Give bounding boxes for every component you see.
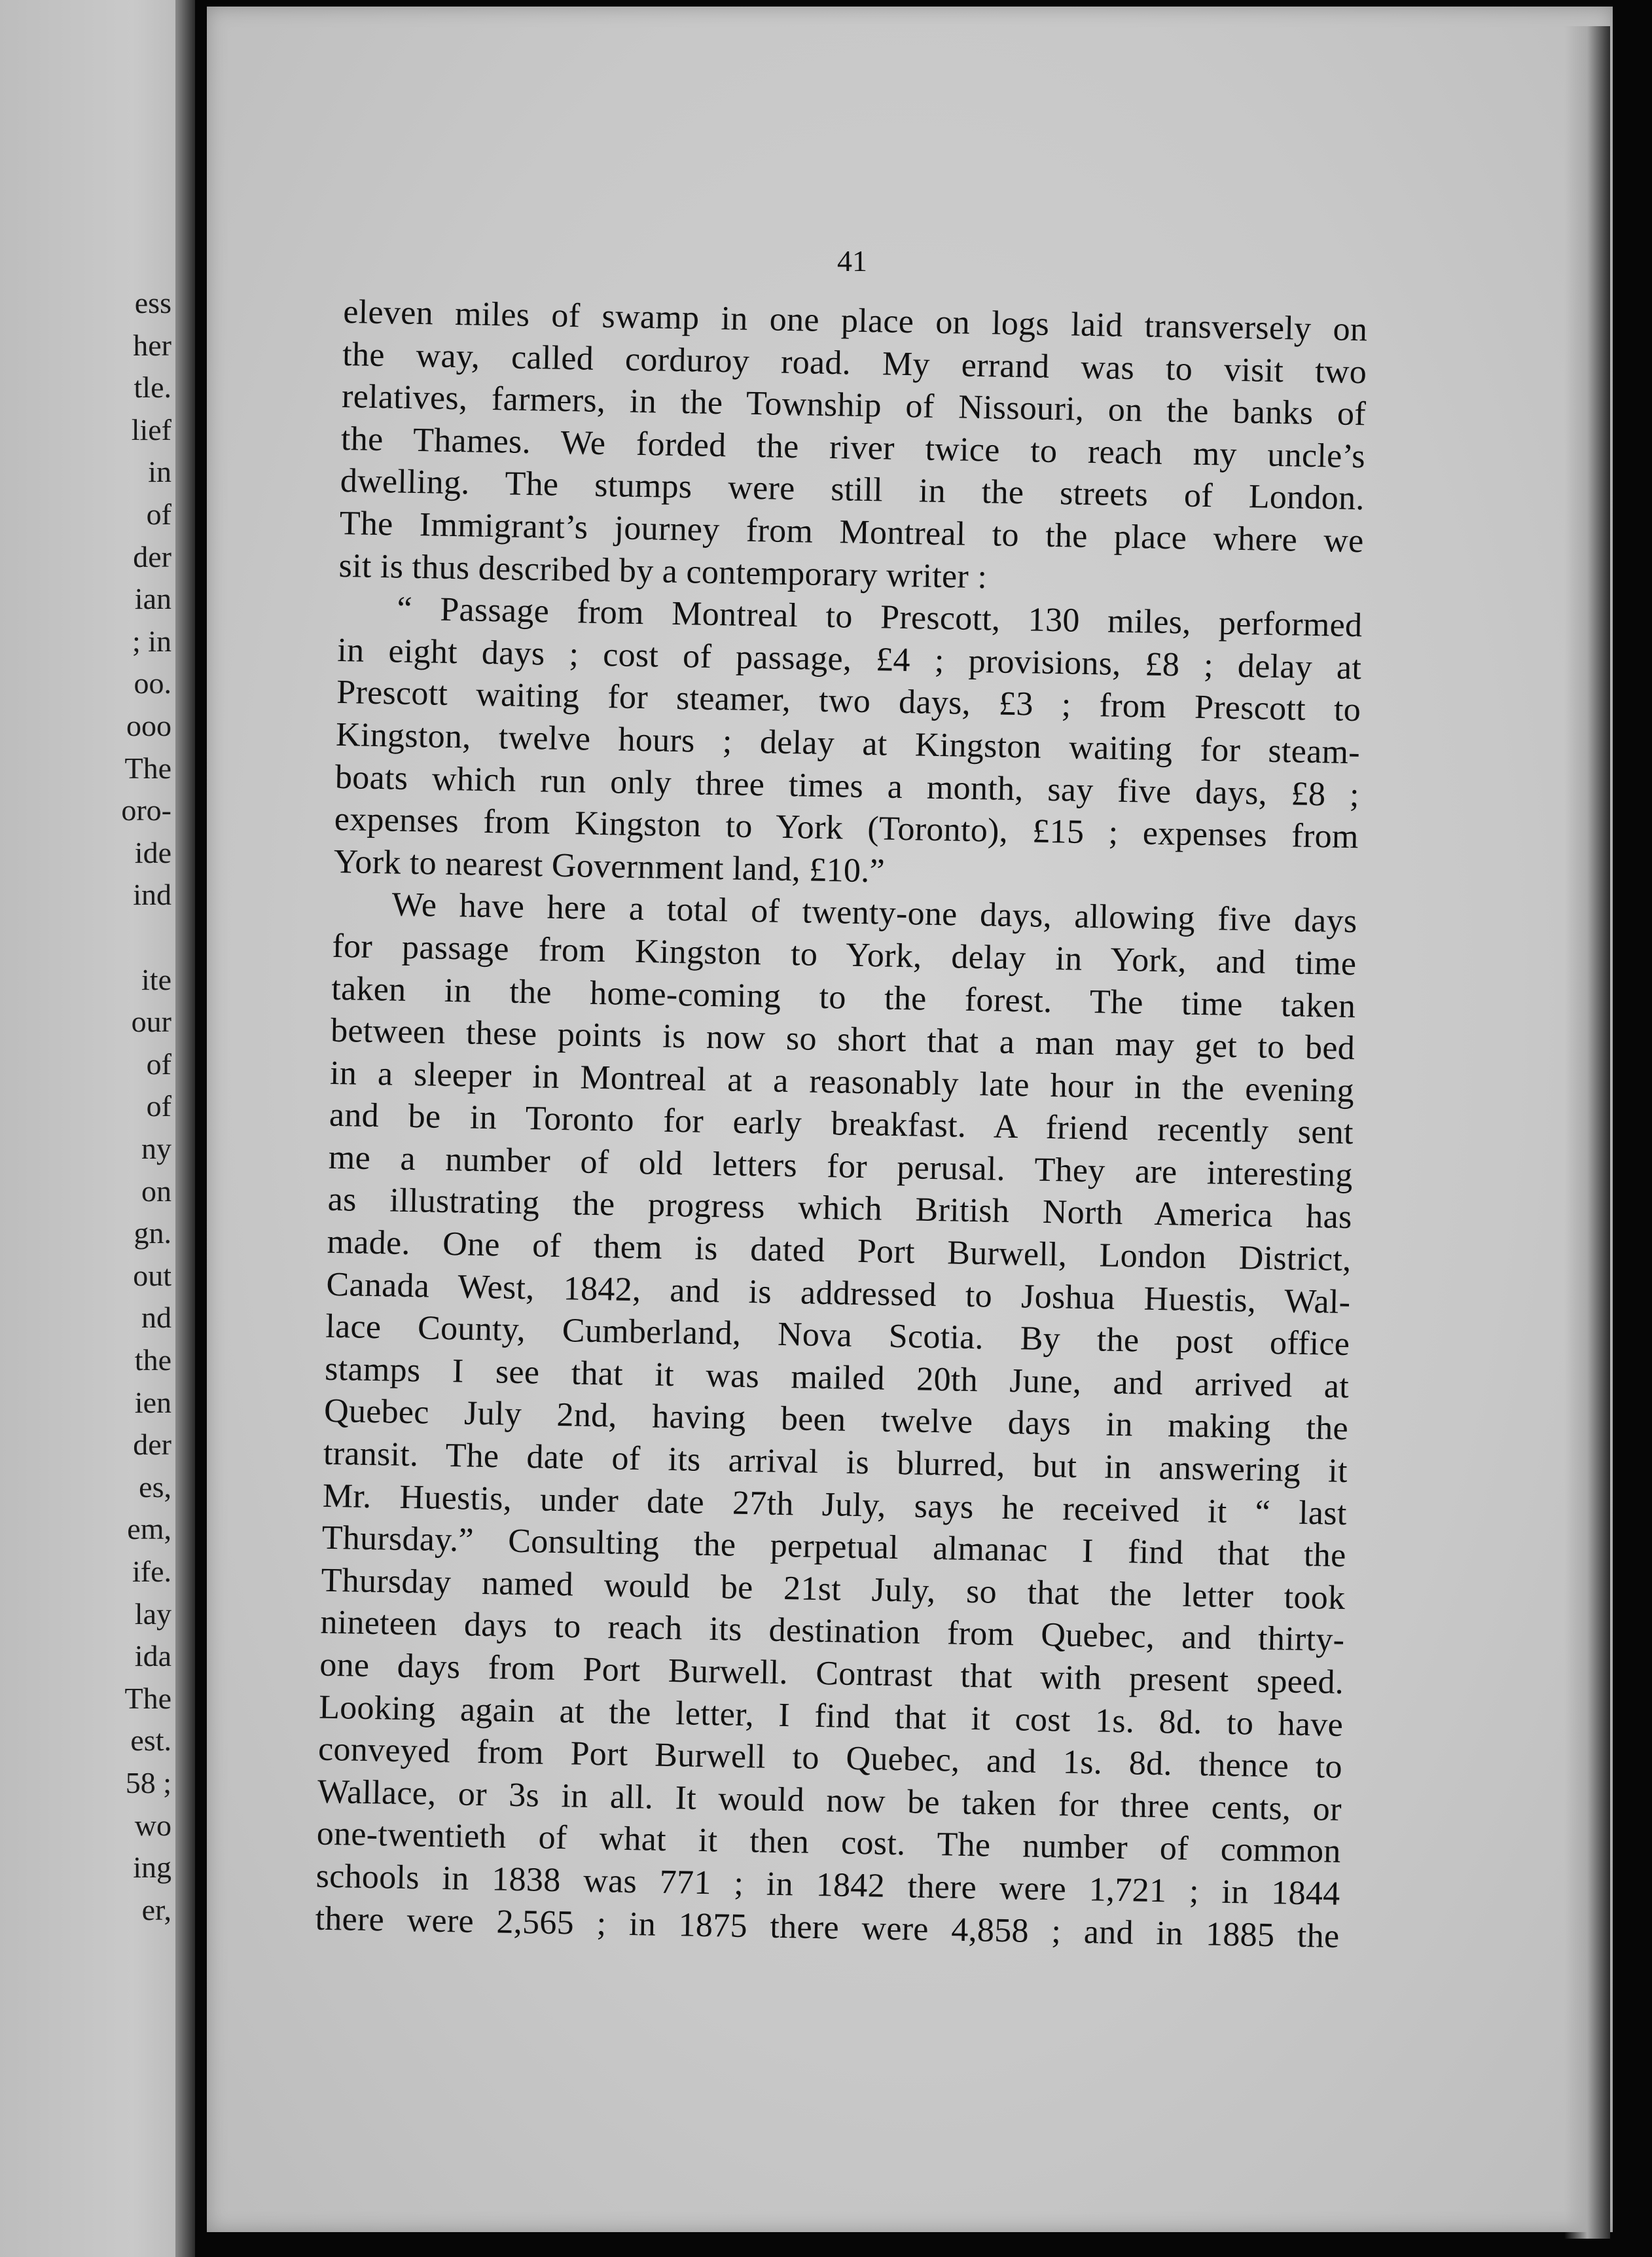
facing-page-fragment: ien (134, 1385, 171, 1419)
text-line: for passage from Kingston to York, delay in York, and time (332, 927, 1357, 983)
body-text (315, 291, 1368, 1958)
facing-page-fragment: oo. (134, 666, 171, 700)
text-line: expenses from Kingston to York (Toronto), £15 ; expenses from (334, 801, 1359, 856)
text-line: in a sleeper in Montreal at a reasonably late hour in the evening (329, 1054, 1355, 1110)
text-line: as illustrating the progress which British North America has (327, 1181, 1353, 1237)
text-line: me a number of old letters for perusal. They are interesting (328, 1138, 1354, 1194)
text-line: Kingston, twelve hours ; delay at Kingston waiting for steam- (335, 715, 1361, 772)
facing-page-fragment: of (146, 497, 171, 531)
text-line: We have here a total of twenty-one days, allowing five days (391, 886, 1357, 941)
facing-page-fragment: wo (134, 1808, 171, 1842)
text-line: between these points is now so short that a man may get to bed (330, 1011, 1356, 1068)
book-gutter (175, 0, 195, 2257)
text-line: taken in the home-coming to the forest. The time taken (331, 969, 1356, 1025)
text-line: “ Passage from Montreal to Prescott, 130 miles, performed (397, 590, 1363, 645)
text-line: Canada West, 1842, and is addressed to Joshua Huestis, Wal- (326, 1265, 1351, 1321)
facing-page-fragment: The (124, 751, 171, 785)
facing-page-fragment: tle. (134, 370, 171, 405)
text-line: lace County, Cumberland, Nova Scotia. By the post office (325, 1308, 1350, 1363)
facing-page-fragment: in (148, 455, 171, 489)
facing-page-fragment: ; in (132, 624, 171, 658)
text-line: one days from Port Burwell. Contrast that with present speed. (319, 1646, 1344, 1701)
facing-page-fragment: the (134, 1343, 171, 1377)
facing-page-fragment: em, (127, 1512, 171, 1546)
text-line: the Thames. We forded the river twice to reach my uncle’s (340, 420, 1366, 476)
facing-page-fragment: our (131, 1005, 171, 1039)
facing-page-fragment: of (146, 1047, 171, 1081)
text-line: Prescott waiting for steamer, two days, £3 ; from Prescott to (336, 674, 1361, 729)
text-line: relatives, farmers, in the Township of Nissouri, on the banks of (341, 378, 1367, 433)
page-edge-shadow (1564, 26, 1610, 2239)
facing-page-fragment: on (141, 1174, 171, 1208)
text-line: boats which run only three times a month, say five days, £8 ; (334, 758, 1360, 814)
facing-page-fragment: ooo (126, 709, 171, 742)
text-line: dwelling. The stumps were still in the streets of London. (340, 462, 1365, 518)
facing-page-fragment: ing (133, 1851, 171, 1885)
text-line: The Immigrant’s journey from Montreal to the place where we (339, 504, 1365, 560)
facing-page-fragment: gn. (134, 1216, 171, 1250)
facing-page-fragment: out (133, 1258, 171, 1292)
text-line: the way, called corduroy road. My errand was to visit two (342, 335, 1367, 391)
text-line: stamps I see that it was mailed 20th June, and arrived at (324, 1350, 1350, 1405)
text-line: sit is thus described by a contemporary writer : (338, 547, 988, 596)
page-number: 41 (837, 244, 867, 278)
text-line: one-twentieth of what it then cost. The number of common (316, 1815, 1342, 1871)
facing-page-fragment: ny (141, 1132, 171, 1165)
text-line: Wallace, or 3s in all. It would now be taken for three cents, or (317, 1773, 1342, 1828)
text-line: made. One of them is dated Port Burwell, London District, (327, 1223, 1352, 1279)
facing-page-fragment: ife. (132, 1555, 171, 1588)
facing-page-fragment: es, (139, 1470, 171, 1504)
text-line: there were 2,565 ; in 1875 there were 4,858 ; and in 1885 the (315, 1900, 1340, 1955)
text-line: Quebec July 2nd, having been twelve days in making the (323, 1392, 1349, 1448)
facing-page-fragment: lief (131, 412, 171, 446)
text-line: Thursday named would be 21st July, so that the letter took (321, 1561, 1346, 1617)
text-line: Mr. Huestis, under date 27th July, says he received it “ last (322, 1477, 1348, 1532)
text-line: nineteen days to reach its destination from Quebec, and thirty- (320, 1604, 1345, 1659)
text-line: and be in Toronto for early breakfast. A friend recently sent (329, 1096, 1354, 1152)
facing-page-fragment: der (133, 1428, 171, 1462)
facing-page-fragment: ide (134, 835, 171, 869)
facing-page-fragment: The (124, 1681, 171, 1715)
facing-page-line-fragments (41, 0, 171, 2257)
text-line: schools in 1838 was 771 ; in 1842 there were 1,721 ; in 1844 (315, 1857, 1340, 1913)
text-line: York to nearest Government land, £10.” (333, 842, 886, 890)
text-line: eleven miles of swamp in one place on logs laid transversely on (342, 293, 1368, 349)
facing-page-fragment: lay (134, 1597, 171, 1631)
facing-page-fragment: oro- (121, 793, 171, 827)
facing-page-left (0, 0, 190, 2257)
facing-page-fragment: ind (133, 878, 171, 912)
facing-page-fragment: der (133, 539, 171, 573)
facing-page-fragment: ida (134, 1639, 171, 1673)
facing-page-fragment: ess (134, 286, 171, 319)
facing-page-fragment: 58 ; (125, 1766, 171, 1799)
text-line: Looking again at the letter, I find that it cost 1s. 8d. to have (318, 1688, 1344, 1744)
text-line: Thursday.” Consulting the perpetual almanac I find that the (321, 1519, 1347, 1575)
text-line: in eight days ; cost of passage, £4 ; provisions, £8 ; delay at (336, 631, 1362, 687)
facing-page-fragment: her (133, 328, 171, 362)
text-line: transit. The date of its arrival is blurred, but in answering it (323, 1434, 1348, 1490)
facing-page-fragment: ian (134, 582, 171, 616)
facing-page-fragment: ite (141, 962, 171, 996)
text-line: conveyed from Port Burwell to Quebec, and 1s. 8d. thence to (317, 1730, 1343, 1786)
facing-page-fragment: of (146, 1089, 171, 1123)
facing-page-fragment: nd (141, 1301, 171, 1335)
facing-page-fragment: est. (130, 1724, 171, 1758)
facing-page-fragment: er, (141, 1892, 171, 1926)
